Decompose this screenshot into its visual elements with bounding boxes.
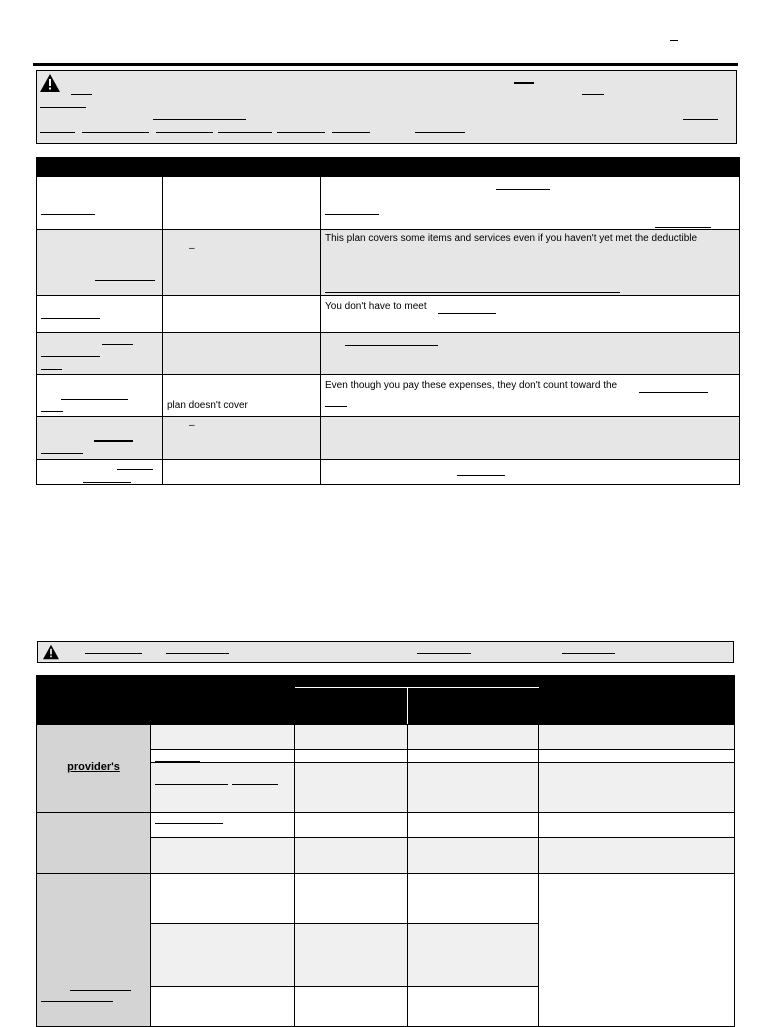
warning-icon <box>40 74 60 92</box>
plan-doesnt-cover-text: plan doesn't cover <box>167 400 248 411</box>
header-rule <box>33 63 738 66</box>
table-header-row <box>37 676 735 688</box>
table-row <box>37 813 735 838</box>
row-dash: – <box>189 243 195 254</box>
summary-table <box>36 157 740 485</box>
table-row <box>37 177 740 230</box>
table-row <box>37 460 740 485</box>
important-notice <box>36 70 737 144</box>
header-dash <box>670 40 678 41</box>
table-row <box>37 417 740 460</box>
row-dash: – <box>189 420 195 431</box>
table-row <box>37 725 735 750</box>
table-row <box>37 874 735 924</box>
warning-icon <box>43 644 59 660</box>
table-row <box>37 230 740 296</box>
medical-events-table <box>36 675 735 1027</box>
provider-label: provider's <box>67 761 120 773</box>
table-row <box>37 296 740 333</box>
table-row <box>37 333 740 375</box>
table-header-row <box>37 158 740 177</box>
table-row <box>37 375 740 417</box>
dont-have-to-meet-text: You don't have to meet <box>325 301 427 312</box>
dont-count-toward-text: Even though you pay these expenses, they don't count toward the <box>325 380 618 391</box>
common-events-notice <box>37 641 734 663</box>
deductible-exception-text: This plan covers some items and services even if you haven't yet met the deductible <box>325 233 698 244</box>
